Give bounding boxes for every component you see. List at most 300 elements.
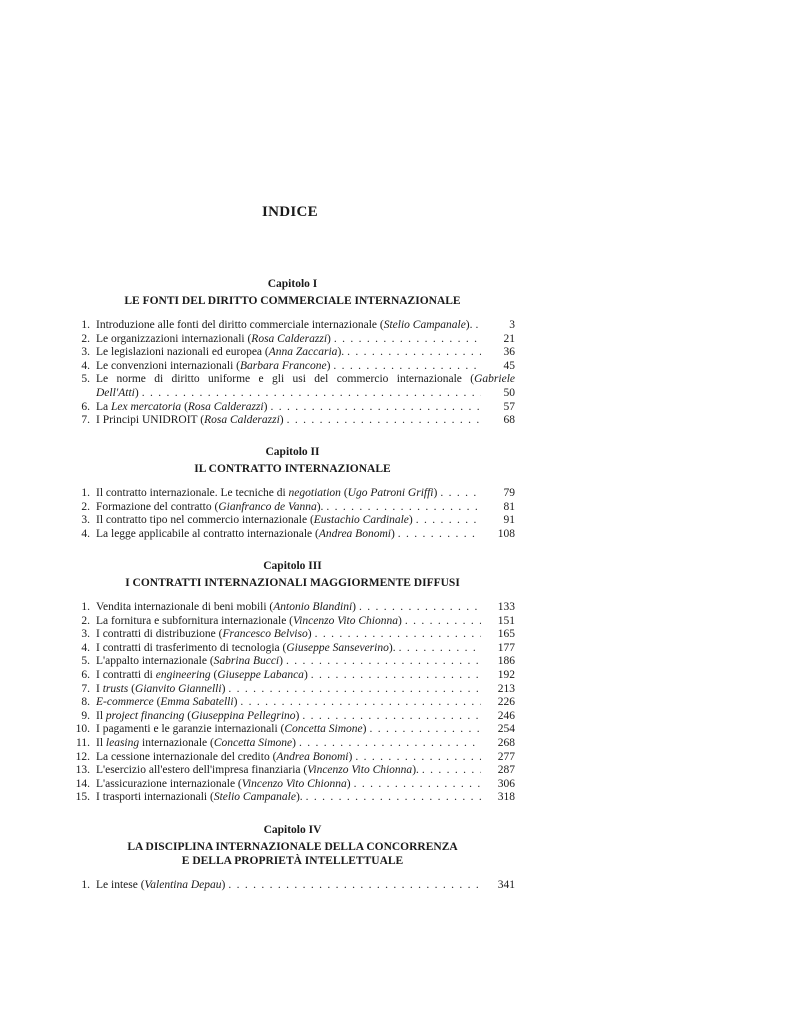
page-number: 254 <box>497 723 515 736</box>
dot-leader <box>284 414 481 428</box>
page-number: 57 <box>503 400 515 413</box>
entry-line <box>96 333 515 347</box>
entry-title <box>96 346 344 360</box>
page-title: INDICE <box>262 204 318 220</box>
chapter <box>70 445 515 541</box>
dot-leader <box>352 751 481 765</box>
entry-text: Le legislazioni nazionali ed europea ( <box>96 346 269 359</box>
entry-title <box>96 696 237 710</box>
entry-line <box>96 879 515 893</box>
author-or-term-text: Rosa Calderazzi <box>204 414 280 427</box>
entry-line <box>96 514 515 528</box>
entry-number: 4. <box>81 527 90 540</box>
chapter <box>70 559 515 805</box>
page-number: 45 <box>503 359 515 372</box>
dot-leader <box>351 778 481 792</box>
entry-line <box>96 669 515 683</box>
page-number: 91 <box>503 514 515 527</box>
entry-body <box>90 373 515 400</box>
entry-number: 12. <box>75 750 90 763</box>
page-number: 277 <box>497 750 515 763</box>
dot-leader <box>139 387 481 401</box>
entry-text: Vendita internazionale di beni mobili ( <box>96 601 274 613</box>
page-number: 133 <box>497 601 515 613</box>
entry-line <box>96 528 515 542</box>
chapter-number: Capitolo III <box>263 560 322 572</box>
toc-entry[interactable] <box>70 696 515 710</box>
entry-body <box>90 319 515 333</box>
page-number: 287 <box>497 764 515 777</box>
entry-text: Le intese ( <box>96 879 145 891</box>
entry-body <box>90 601 515 615</box>
author-or-term-text: Rosa Calderazzi <box>187 400 264 413</box>
dot-leader <box>237 696 481 710</box>
dot-leader <box>323 501 481 515</box>
entry-number: 2. <box>81 500 90 513</box>
entry-body <box>90 791 515 805</box>
entry-body <box>90 723 515 737</box>
dot-leader <box>330 360 481 374</box>
entry-text: Le organizzazioni internazionali ( <box>96 332 252 345</box>
entry-title <box>96 414 284 428</box>
dot-leader <box>331 333 481 347</box>
entry-list <box>70 319 515 428</box>
toc-entry[interactable] <box>70 710 515 724</box>
entry-number: 5. <box>81 655 90 668</box>
chapter-number: Capitolo I <box>267 278 318 290</box>
dot-leader <box>413 514 481 528</box>
dot-leader <box>419 764 481 778</box>
chapter-title <box>70 462 515 476</box>
chapter <box>70 823 515 893</box>
entry-line <box>96 764 515 778</box>
entry-title <box>96 879 225 893</box>
entry-text: La fornitura e subfornitura internazionale ( <box>96 614 294 627</box>
toc-entry[interactable] <box>70 414 515 428</box>
entry-text: Introduzione alle fonti del diritto commerciale internazionale ( <box>96 319 384 331</box>
entry-title <box>96 778 351 792</box>
page-number: 177 <box>497 641 515 654</box>
dot-leader <box>299 710 481 724</box>
entry-text: ) <box>362 723 367 736</box>
entry-title <box>96 501 323 515</box>
page-number: 108 <box>497 527 515 540</box>
toc-entry[interactable] <box>70 879 515 893</box>
dot-leader <box>366 723 481 737</box>
dot-leader <box>225 879 481 893</box>
entry-text: ). <box>337 346 345 359</box>
entry-body <box>90 487 515 501</box>
entry-text: I contratti di distribuzione ( <box>96 628 223 641</box>
entry-title <box>96 710 299 724</box>
entry-line <box>96 723 515 737</box>
entry-text: I Principi UNIDROIT ( <box>96 414 205 427</box>
chapter <box>70 277 515 428</box>
toc-entry[interactable] <box>70 778 515 792</box>
entry-line <box>96 414 515 428</box>
toc-entry[interactable] <box>70 333 515 347</box>
entry-number: 3. <box>81 628 90 641</box>
entry-text: ) <box>327 332 331 345</box>
dot-leader <box>356 601 481 615</box>
author-or-term-text: Concetta Simone <box>284 723 363 736</box>
entry-body <box>90 642 515 656</box>
page-number: 36 <box>503 346 515 359</box>
entry-line <box>96 373 515 387</box>
entry-number: 11. <box>76 736 90 749</box>
entry-text: ( <box>153 696 161 709</box>
entry-title <box>96 487 437 501</box>
entry-number: 6. <box>81 400 90 413</box>
author-or-term-text: Emma Sabatelli <box>160 696 234 709</box>
entry-title <box>96 723 366 737</box>
page-number: 165 <box>497 628 515 641</box>
entry-text: Il <box>96 709 106 722</box>
entry-title <box>96 791 303 805</box>
entry-line <box>96 751 515 765</box>
entry-number: 4. <box>81 359 90 372</box>
toc-entry[interactable] <box>70 791 515 805</box>
toc-entry[interactable] <box>70 514 515 528</box>
entry-body <box>90 778 515 792</box>
entry-list <box>70 601 515 805</box>
chapter-title-line: E DELLA PROPRIETÀ INTELLETTUALE <box>181 855 404 867</box>
entry-text: ) <box>326 359 331 372</box>
entry-text: ( <box>210 668 218 681</box>
dot-leader <box>296 737 481 751</box>
toc-entry[interactable] <box>70 751 515 765</box>
toc-entry[interactable] <box>70 737 515 751</box>
entry-line <box>96 737 515 751</box>
entry-title <box>96 514 413 528</box>
entry-text: ) <box>346 777 351 790</box>
entry-text: ) <box>303 668 308 681</box>
entry-body <box>90 737 515 751</box>
entry-text: L'assicurazione internazionale ( <box>96 777 242 790</box>
entry-number: 8. <box>81 696 90 709</box>
toc-entry[interactable] <box>70 683 515 697</box>
page-number: 79 <box>503 487 515 499</box>
author-or-term-text: Vincenzo Vito Chionna <box>307 764 413 777</box>
page-number: 186 <box>497 655 515 668</box>
entry-number: 4. <box>81 641 90 654</box>
author-or-term-text: Andrea Bonomi <box>318 527 391 540</box>
toc-entry[interactable] <box>70 319 515 333</box>
entry-title <box>96 737 296 751</box>
entry-text: ) <box>307 628 312 641</box>
entry-text: La <box>96 400 112 413</box>
dot-leader <box>344 346 481 360</box>
entry-body <box>90 628 515 642</box>
entry-line <box>96 710 515 724</box>
entry-line <box>96 360 515 374</box>
entry-body <box>90 615 515 629</box>
page-number: 268 <box>497 736 515 749</box>
entry-number: 10. <box>75 723 90 736</box>
entry-title <box>96 615 402 629</box>
page-number: 81 <box>503 500 515 513</box>
entry-text: L'appalto internazionale ( <box>96 655 214 668</box>
page-number: 21 <box>503 332 515 345</box>
toc-entry[interactable] <box>70 669 515 683</box>
entry-number: 1. <box>81 601 90 613</box>
entry-line <box>96 696 515 710</box>
entry-text: ) <box>390 527 395 540</box>
entry-text: ) <box>398 614 402 627</box>
author-or-term-text: Concetta Simone <box>213 736 293 749</box>
dot-leader <box>225 683 481 697</box>
entry-text: ) <box>292 736 296 749</box>
entry-text: ) <box>134 386 139 399</box>
entry-text: ( <box>184 709 192 722</box>
author-or-term-text: Stelio Campanale <box>213 791 296 804</box>
toc-entry[interactable] <box>70 528 515 542</box>
author-or-term-text: Vincenzo Vito Chionna <box>293 614 398 627</box>
author-or-term-text: Giuseppe Sanseverino <box>286 641 389 654</box>
entry-title <box>96 655 283 669</box>
entry-number: 1. <box>81 319 90 331</box>
entry-text: L'esercizio all'estero dell'impresa finanziaria ( <box>96 764 308 777</box>
entry-body <box>90 514 515 528</box>
entry-number: 2. <box>81 614 90 627</box>
entry-text: I trasporti internazionali ( <box>96 791 214 804</box>
page-number: 3 <box>509 319 515 331</box>
chapter-number: Capitolo II <box>265 446 320 458</box>
author-or-term-text: Eustachio Cardinale <box>313 514 409 527</box>
entry-number: 7. <box>81 682 90 695</box>
entry-line <box>96 778 515 792</box>
entry-body <box>90 696 515 710</box>
author-or-term-text: Stelio Campanale <box>383 319 466 331</box>
page-number: 68 <box>503 414 515 427</box>
entry-number: 2. <box>81 332 90 345</box>
author-or-term-text: trusts <box>102 682 129 695</box>
toc-entry[interactable] <box>70 346 515 360</box>
entry-title <box>96 642 396 656</box>
chapter-title <box>70 576 515 590</box>
entry-text: ) <box>433 487 438 499</box>
entry-title <box>96 319 473 333</box>
author-or-term-text: Giuseppina Pellegrino <box>191 709 296 722</box>
toc-entry[interactable] <box>70 360 515 374</box>
entry-title <box>96 333 331 347</box>
entry-line <box>96 628 515 642</box>
page-number: 213 <box>497 682 515 695</box>
entry-title <box>96 764 419 778</box>
entry-number: 1. <box>81 487 90 499</box>
chapter-title-line: LA DISCIPLINA INTERNAZIONALE DELLA CONCORRENZA <box>127 841 458 853</box>
entry-title <box>96 751 352 765</box>
author-or-term-text: E-commerce <box>96 696 154 709</box>
entry-text: ) <box>408 514 413 527</box>
author-or-term-text: Gianvito Giannelli <box>135 682 222 695</box>
entry-text: I pagamenti e le garanzie internazionali ( <box>96 723 285 736</box>
chapter-title-line: LE FONTI DEL DIRITTO COMMERCIALE INTERNAZIONALE <box>124 295 461 307</box>
entry-text: ) <box>279 414 284 427</box>
toc-entry[interactable] <box>70 487 515 501</box>
entry-body <box>90 751 515 765</box>
author-or-term-text: leasing <box>105 736 140 749</box>
entry-number: 14. <box>75 777 90 790</box>
page-number: 341 <box>497 879 515 891</box>
dot-leader <box>473 319 481 333</box>
entry-text: La legge applicabile al contratto internazionale ( <box>96 527 319 540</box>
entry-list <box>70 487 515 541</box>
entry-text: Il contratto internazionale. Le tecniche di <box>96 487 289 499</box>
entry-text: I <box>96 682 103 695</box>
author-or-term-text: Anna Zaccaria <box>268 346 338 359</box>
entry-line <box>96 501 515 515</box>
page-number: 306 <box>497 777 515 790</box>
entry-body <box>90 501 515 515</box>
entry-body <box>90 879 515 893</box>
entry-text: internazionale ( <box>139 736 214 749</box>
author-or-term-text: Ugo Patroni Griffi <box>347 487 434 499</box>
entry-text: ) <box>348 750 353 763</box>
entry-list <box>70 879 515 893</box>
entry-title <box>96 628 312 642</box>
entry-text: ) <box>352 601 356 613</box>
author-or-term-text: Lex mercatoria <box>111 400 182 413</box>
entry-title <box>96 601 356 615</box>
author-or-term-text: Valentina Depau <box>144 879 222 891</box>
page-number: 318 <box>497 791 515 804</box>
dot-leader <box>312 628 481 642</box>
entry-line <box>96 601 515 615</box>
entry-body <box>90 333 515 347</box>
page-number: 192 <box>497 668 515 681</box>
entry-text: ) <box>295 709 300 722</box>
entry-text: ( <box>340 487 348 499</box>
entry-line <box>96 387 515 401</box>
toc-entry[interactable] <box>70 373 515 400</box>
entry-line <box>96 642 515 656</box>
author-or-term-text: engineering <box>155 668 211 681</box>
author-or-term-text: project financing <box>105 709 185 722</box>
toc-entry[interactable] <box>70 642 515 656</box>
entry-number: 7. <box>81 414 90 427</box>
entry-body <box>90 528 515 542</box>
entry-title <box>96 387 139 401</box>
entry-line <box>96 655 515 669</box>
author-or-term-text: Giuseppe Labanca <box>217 668 304 681</box>
toc-entry[interactable] <box>70 601 515 615</box>
page-number: 50 <box>503 386 515 399</box>
page-number: 151 <box>497 614 515 627</box>
toc-entry[interactable] <box>70 615 515 629</box>
author-or-term-text: Antonio Blandini <box>273 601 353 613</box>
entry-text: I contratti di trasferimento di tecnologia ( <box>96 641 287 654</box>
toc-entry[interactable] <box>70 764 515 778</box>
entry-text: La cessione internazionale del credito ( <box>96 750 277 763</box>
dot-leader <box>303 791 481 805</box>
toc-entry[interactable] <box>70 501 515 515</box>
author-or-term-text: Gabriele <box>474 373 515 386</box>
entry-line <box>96 319 515 333</box>
entry-title <box>96 401 267 415</box>
entry-text: ). <box>295 791 303 804</box>
entry-number: 1. <box>81 879 90 891</box>
entry-text: Il <box>96 736 106 749</box>
entry-number: 9. <box>81 709 90 722</box>
entry-text: ) <box>263 400 268 413</box>
entry-text: ) <box>221 682 226 695</box>
toc-entry[interactable] <box>70 723 515 737</box>
entry-line <box>96 615 515 629</box>
entry-text: I contratti di <box>96 668 156 681</box>
entry-body <box>90 414 515 428</box>
chapter-title <box>70 294 515 308</box>
author-or-term-text: Vincenzo Vito Chionna <box>241 777 347 790</box>
entry-text: ) <box>279 655 283 668</box>
toc-entry[interactable] <box>70 655 515 669</box>
entry-text: ). <box>465 319 473 331</box>
author-or-term-text: Francesco Belviso <box>222 628 308 641</box>
author-or-term-text: Barbara Francone <box>240 359 327 372</box>
dot-leader <box>267 401 481 415</box>
entry-body <box>90 683 515 697</box>
dot-leader <box>308 669 481 683</box>
entry-text: Formazione del contratto ( <box>96 500 219 513</box>
entry-text: ( <box>181 400 188 413</box>
entry-body <box>90 764 515 778</box>
author-or-term-text: Dell'Atti <box>96 386 135 399</box>
entry-text: ) <box>221 879 226 891</box>
chapter-number: Capitolo IV <box>263 824 322 836</box>
entry-text: ) <box>233 696 238 709</box>
entry-number: 13. <box>75 764 90 777</box>
entry-number: 3. <box>81 346 90 359</box>
chapter-title <box>70 840 515 868</box>
entry-title <box>96 360 330 374</box>
dot-leader <box>395 528 481 542</box>
author-or-term-text: Gianfranco de Vanna <box>218 500 317 513</box>
entry-body <box>90 401 515 415</box>
entry-line <box>96 401 515 415</box>
page-number: 226 <box>497 696 515 709</box>
entry-line <box>96 791 515 805</box>
entry-number: 3. <box>81 514 90 527</box>
toc-entry[interactable] <box>70 401 515 415</box>
entry-body <box>90 669 515 683</box>
entry-title <box>96 683 225 697</box>
dot-leader <box>283 655 481 669</box>
toc-entry[interactable] <box>70 628 515 642</box>
entry-line <box>96 683 515 697</box>
entry-number: 15. <box>75 791 90 804</box>
entry-body <box>90 346 515 360</box>
entry-text: Le norme di diritto uniforme e gli usi del commercio internazionale ( <box>96 373 475 386</box>
entry-number: 5. <box>81 373 90 386</box>
chapter-title-line: IL CONTRATTO INTERNAZIONALE <box>194 463 391 475</box>
author-or-term-text: negotiation <box>288 487 341 499</box>
entry-body <box>90 360 515 374</box>
entry-text: Il contratto tipo nel commercio internazionale ( <box>96 514 314 527</box>
dot-leader <box>437 487 481 501</box>
entry-title <box>96 669 308 683</box>
page-number: 246 <box>497 709 515 722</box>
dot-leader <box>402 615 481 629</box>
entry-line <box>96 487 515 501</box>
entry-body <box>90 655 515 669</box>
author-or-term-text: Sabrina Bucci <box>213 655 280 668</box>
author-or-term-text: Rosa Calderazzi <box>251 332 328 345</box>
entry-text: Le convenzioni internazionali ( <box>96 359 241 372</box>
author-or-term-text: Andrea Bonomi <box>276 750 349 763</box>
entry-number: 6. <box>81 668 90 681</box>
entry-text: ( <box>128 682 136 695</box>
dot-leader <box>396 642 481 656</box>
